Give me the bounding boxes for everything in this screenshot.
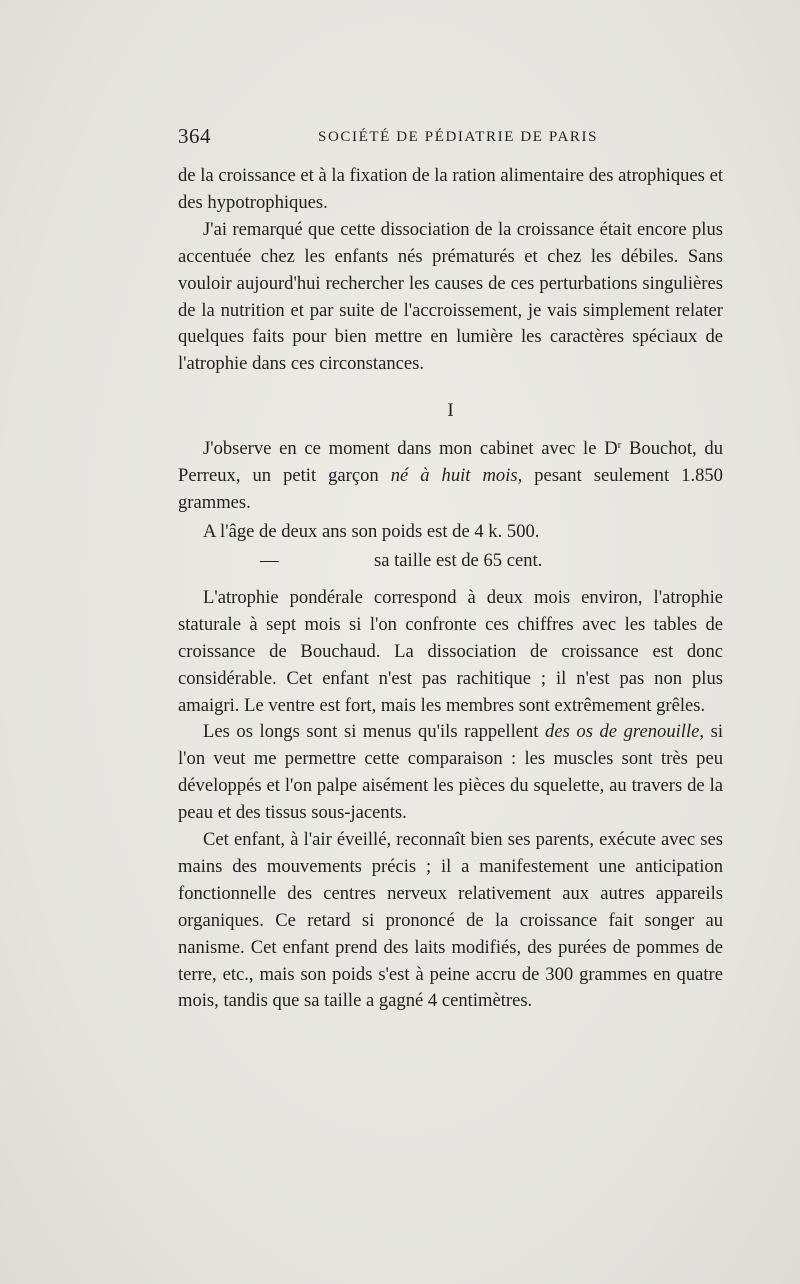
measurement-weight-text: A l'âge de deux ans son poids est de 4 k. 500. <box>203 520 540 542</box>
bones-text-start: Les os longs sont si menus qu'ils rappellent <box>203 721 546 743</box>
measurement-weight <box>178 519 723 546</box>
case-text-middle: Bouchot, du Perreux, un petit garçon <box>178 438 723 487</box>
doctor-abbrev-sup: r <box>617 439 622 452</box>
case-text-start: J'observe en ce moment dans mon cabinet avec le D <box>203 438 618 460</box>
bones-text-end: , si l'on veut me permettre cette comparaison : les muscles sont très peu développés et l'on palpe aisément les pièces du squelette, au travers de la peau et des tissus sous-jacents. <box>178 721 723 824</box>
case-text-end: , pesant seulement 1.850 grammes. <box>178 465 723 513</box>
paragraph-continuation: de la croissance et à la fixation de la ration alimentaire des atrophiques et des hypotrophiques. <box>178 165 723 213</box>
paragraph-case <box>178 432 723 517</box>
paragraph-observation-intro: J'ai remarqué que cette dissociation de la croissance était encore plus accentuée chez les enfants nés prématurés et chez les débiles. Sans vouloir aujourd'hui rechercher les causes de ces perturbations singulières de la nutrition et par suite de l'accroissement, je vais simplement relater quelques faits pour bien mettre en lumière les caractères spéciaux de l'atrophie dans ces circonstances. <box>178 218 723 375</box>
body-text <box>178 163 723 1015</box>
ditto-dash: — <box>260 549 279 571</box>
paragraph-development: Cet enfant, à l'air éveillé, reconnaît bien ses parents, exécute avec ses mains des mouvements précis ; il a manifestement une anticipation fonctionnelle des centres nerveux relativement aux autres appareils organiques. Ce retard si prononcé de la croissance fait songer au nanisme. Cet enfant prend des laits modifiés, des purées de pommes de terre, etc., mais son poids s'est à peine accru de 300 grammes en quatre mois, tandis que sa taille a gagné 4 centimètres. <box>178 829 723 1012</box>
page-number: 364 <box>178 124 211 148</box>
section-heading: I <box>447 400 454 422</box>
case-text-italic: né à huit mois <box>390 465 518 487</box>
paragraph-atrophy: L'atrophie pondérale correspond à deux mois environ, l'atrophie staturale à sept mois si l'on confronte ces chiffres avec les tables de croissance de Bouchaud. La dissociation de croissance est donc considérable. Cet enfant n'est pas rachitique ; il n'est pas non plus amaigri. Le ventre est fort, mais les membres sont extrêmement grêles. <box>178 586 723 716</box>
paragraph-bones <box>178 719 723 827</box>
measurement-height <box>178 548 723 575</box>
measurement-height-text: sa taille est de 65 cent. <box>374 549 543 571</box>
running-head: SOCIÉTÉ DE PÉDIATRIE DE PARIS <box>318 129 599 145</box>
page-header <box>178 124 723 154</box>
bones-text-italic: des os de grenouille <box>545 721 700 743</box>
